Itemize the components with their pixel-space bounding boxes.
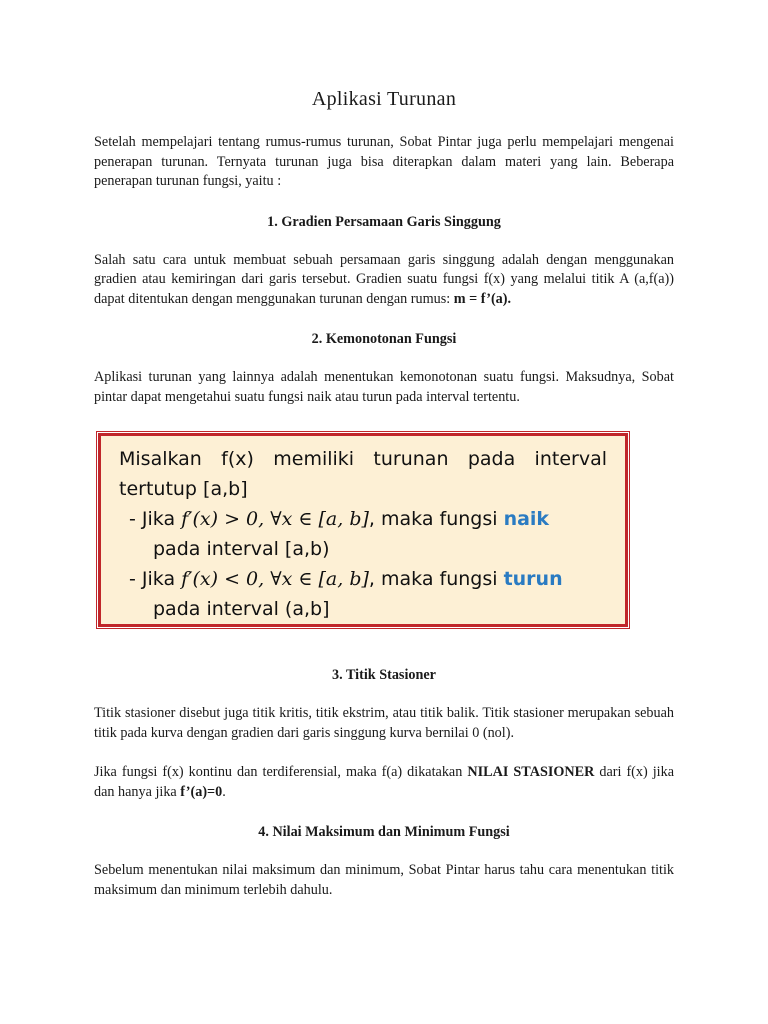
bullet-2-suffix: , maka fungsi — [368, 568, 498, 590]
bullet-1-condition: f′(x) > 0, ∀x ∈ [a, b] — [181, 508, 369, 530]
section-3-text-b: dari f(x) jika dan hanya jika — [94, 764, 675, 800]
box-line-2: tertutup [a,b] — [119, 478, 248, 500]
section-1-formula: m = f’(a). — [453, 290, 512, 307]
nilai-stasioner-term: NILAI STASIONER — [467, 764, 595, 780]
keyword-turun: turun — [503, 568, 563, 590]
page-title: Aplikasi Turunan — [311, 88, 457, 110]
box-bullet-increasing — [119, 504, 607, 534]
monotonic-definition-box — [98, 433, 628, 627]
document-content — [94, 88, 674, 900]
section-3-text-a: Jika fungsi f(x) kontinu dan terdiferensial, maka f(a) dikatakan — [94, 764, 463, 780]
section-3-paragraph-2 — [94, 763, 674, 802]
bullet-2-condition: f′(x) < 0, ∀x ∈ [a, b] — [181, 568, 369, 590]
section-1-heading: 1. Gradien Persamaan Garis Singgung — [267, 213, 501, 230]
section-3-paragraph-1: Titik stasioner disebut juga titik kritis, titik ekstrim, atau titik balik. Titik stasioner merupakan sebuah titik pada kurva dengan gradien dari garis singgung kurva bernilai 0 (nol). — [94, 705, 674, 741]
section-3-heading: 3. Titik Stasioner — [332, 667, 436, 683]
section-1-text: Salah satu cara untuk membuat sebuah persamaan garis singgung adalah dengan menggunakan gradien atau kemiringan dari garis tersebut. Gradien suatu fungsi f(x) yang melalui titik A (a,f(a)) dapat ditentukan dengan menggunakan turunan dengan rumus: — [94, 251, 674, 307]
bullet-2-continuation: pada interval (a,b] — [153, 598, 330, 620]
bullet-1-continuation: pada interval [a,b) — [153, 538, 330, 560]
section-3-formula: f’(a)=0 — [180, 783, 223, 800]
box-line-1: Misalkan f(x) memiliki turunan pada interval — [119, 448, 607, 470]
section-3-text-end: . — [222, 783, 226, 800]
section-2-paragraph: Aplikasi turunan yang lainnya adalah menentukan kemonotonan suatu fungsi. Maksudnya, Sobat pintar dapat mengetahui suatu fungsi naik atau turun pada interval tertentu. — [94, 369, 674, 405]
keyword-naik: naik — [503, 508, 550, 530]
section-4-paragraph: Sebelum menentukan nilai maksimum dan minimum, Sobat Pintar harus tahu cara menentukan titik maksimum dan minimum terlebih dahulu. — [94, 862, 674, 898]
intro-paragraph: Setelah mempelajari tentang rumus-rumus turunan, Sobat Pintar juga perlu mempelajari mengenai penerapan turunan. Ternyata turunan juga bisa diterapkan dalam materi yang lain. Beberapa penerapan turunan fungsi, yaitu : — [94, 134, 674, 189]
section-4-heading: 4. Nilai Maksimum dan Minimum Fungsi — [258, 824, 510, 840]
bullet-1-prefix: - Jika — [129, 508, 176, 530]
box-bullet-decreasing — [119, 564, 607, 594]
bullet-2-prefix: - Jika — [129, 568, 176, 590]
bullet-1-suffix: , maka fungsi — [368, 508, 498, 530]
section-1-paragraph — [94, 251, 674, 310]
section-2-heading: 2. Kemonotonan Fungsi — [311, 331, 457, 347]
